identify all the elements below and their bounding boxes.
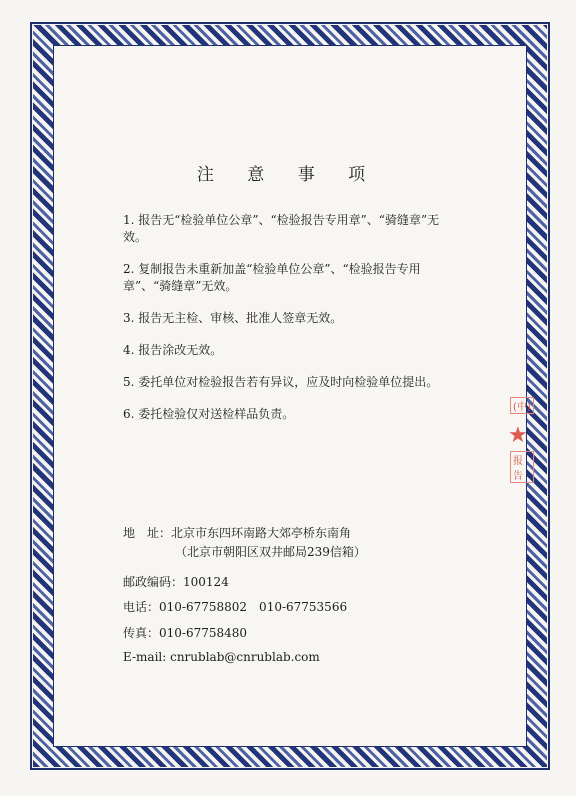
- note-item: 6. 委托检验仅对送检样品负责。: [123, 407, 295, 421]
- email-row: [123, 650, 320, 664]
- note-item: 2. 复制报告未重新加盖“检验单位公章”、“检验报告专用章”、“骑缝章”无效。: [123, 262, 421, 293]
- note-item: 3. 报告无主检、审核、批准人签章无效。: [123, 311, 343, 325]
- postcode-row: [123, 573, 229, 590]
- address-label: 地 址：: [123, 526, 172, 540]
- phone-value: 010-67758802 010-67753566: [159, 600, 348, 614]
- postcode-value: 100124: [183, 575, 229, 589]
- fax-value: 010-67758480: [159, 626, 248, 640]
- star-icon: ★: [508, 423, 528, 448]
- note-item: 5. 委托单位对检验报告若有异议，应及时向检验单位提出。: [123, 375, 439, 389]
- phone-label: 电话：: [123, 600, 160, 614]
- page-title: 注 意 事 项: [196, 165, 380, 185]
- address-row: [123, 524, 351, 541]
- note-item: 4. 报告涂改无效。: [123, 343, 223, 357]
- address-line1: 北京市东四环南路大郊亭桥东南角: [171, 526, 352, 540]
- email-label: E-mail:: [123, 650, 171, 664]
- notes-list: [123, 212, 453, 438]
- stamp-text-bottom: 报告: [510, 451, 534, 483]
- email-value: cnrublab@cnrublab.com: [170, 650, 320, 664]
- red-seal-stamp: [500, 385, 534, 485]
- stamp-text-top: (中): [510, 397, 534, 414]
- phone-row: [123, 598, 347, 615]
- fax-row: [123, 624, 247, 641]
- address-line2: （北京市朝阳区双井邮局239信箱）: [175, 545, 366, 559]
- postcode-label: 邮政编码：: [123, 575, 184, 589]
- note-item: 1. 报告无“检验单位公章”、“检验报告专用章”、“骑缝章”无效。: [123, 213, 440, 244]
- fax-label: 传真：: [123, 626, 160, 640]
